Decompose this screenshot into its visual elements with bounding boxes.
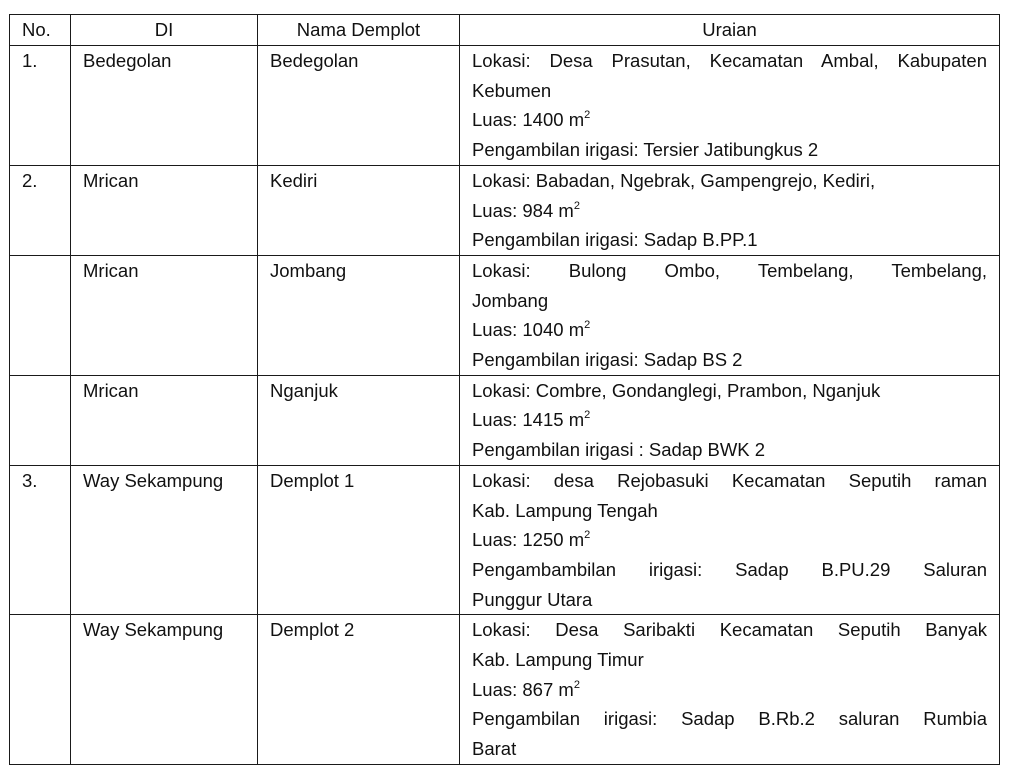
uraian-irigasi-cont: Punggur Utara	[472, 588, 593, 610]
luas-value: Luas: 1415 m	[472, 409, 585, 431]
cell-nama-demplot: Bedegolan	[258, 46, 460, 166]
uraian-luas	[472, 525, 987, 555]
luas-superscript: 2	[573, 199, 580, 212]
cell-nama-demplot: Jombang	[258, 255, 460, 375]
header-di: DI	[71, 15, 258, 46]
cell-uraian	[460, 375, 1000, 465]
table-row	[10, 465, 1000, 615]
uraian-lokasi-cont: Kab. Lampung Timur	[472, 649, 644, 671]
uraian-lokasi: Lokasi: Desa Saribakti Kecamatan Seputih Banyak	[472, 619, 987, 641]
uraian-irigasi: Pengambilan irigasi: Sadap BS 2	[472, 349, 743, 371]
table-row	[10, 255, 1000, 375]
header-no: No.	[10, 15, 71, 46]
uraian-lokasi: Lokasi: Combre, Gondanglegi, Prambon, Nganjuk	[472, 379, 881, 401]
uraian-irigasi: Pengambambilan irigasi: Sadap B.PU.29 Saluran	[472, 558, 987, 580]
uraian-luas	[472, 405, 987, 435]
luas-value: Luas: 984 m	[472, 199, 574, 221]
uraian-lokasi-cont: Kebumen	[472, 79, 552, 101]
cell-nama-demplot: Nganjuk	[258, 375, 460, 465]
cell-nama-demplot: Demplot 1	[258, 465, 460, 615]
table-row	[10, 615, 1000, 765]
cell-di: Way Sekampung	[71, 465, 258, 615]
luas-superscript: 2	[584, 529, 591, 542]
luas-superscript: 2	[573, 678, 580, 691]
luas-superscript: 2	[584, 409, 591, 422]
cell-no: 1.	[10, 46, 71, 166]
table-row	[10, 165, 1000, 255]
uraian-lokasi: Lokasi: Bulong Ombo, Tembelang, Tembelang,	[472, 259, 987, 281]
cell-di: Mrican	[71, 375, 258, 465]
uraian-irigasi: Pengambilan irigasi: Tersier Jatibungkus 2	[472, 139, 819, 161]
luas-value: Luas: 1400 m	[472, 109, 585, 131]
cell-uraian	[460, 165, 1000, 255]
uraian-luas	[472, 675, 987, 705]
cell-no	[10, 255, 71, 375]
header-uraian: Uraian	[460, 15, 1000, 46]
cell-uraian	[460, 255, 1000, 375]
cell-no: 3.	[10, 465, 71, 615]
uraian-irigasi: Pengambilan irigasi: Sadap B.Rb.2 saluran Rumbia	[472, 708, 987, 730]
header-nama-demplot: Nama Demplot	[258, 15, 460, 46]
luas-superscript: 2	[584, 109, 591, 122]
uraian-irigasi: Pengambilan irigasi : Sadap BWK 2	[472, 439, 766, 461]
cell-nama-demplot: Kediri	[258, 165, 460, 255]
uraian-lokasi-cont: Kab. Lampung Tengah	[472, 499, 658, 521]
table-row	[10, 46, 1000, 166]
luas-value: Luas: 1040 m	[472, 319, 585, 341]
cell-uraian	[460, 615, 1000, 765]
cell-di: Bedegolan	[71, 46, 258, 166]
uraian-luas	[472, 315, 987, 345]
luas-value: Luas: 1250 m	[472, 529, 585, 551]
luas-value: Luas: 867 m	[472, 678, 574, 700]
cell-di: Mrican	[71, 165, 258, 255]
table-row	[10, 375, 1000, 465]
cell-di: Way Sekampung	[71, 615, 258, 765]
uraian-lokasi-cont: Jombang	[472, 289, 549, 311]
cell-no	[10, 375, 71, 465]
uraian-irigasi: Pengambilan irigasi: Sadap B.PP.1	[472, 229, 758, 251]
cell-uraian	[460, 465, 1000, 615]
demplot-table	[9, 14, 1000, 765]
uraian-luas	[472, 105, 987, 135]
cell-di: Mrican	[71, 255, 258, 375]
cell-no: 2.	[10, 165, 71, 255]
uraian-lokasi: Lokasi: desa Rejobasuki Kecamatan Seputih raman	[472, 469, 987, 491]
cell-uraian	[460, 46, 1000, 166]
luas-superscript: 2	[584, 319, 591, 332]
cell-nama-demplot: Demplot 2	[258, 615, 460, 765]
uraian-irigasi-cont: Barat	[472, 738, 517, 760]
table-header-row	[10, 15, 1000, 46]
uraian-lokasi: Lokasi: Desa Prasutan, Kecamatan Ambal, Kabupaten	[472, 50, 987, 71]
uraian-luas	[472, 196, 987, 226]
cell-no	[10, 615, 71, 765]
uraian-lokasi: Lokasi: Babadan, Ngebrak, Gampengrejo, Kediri,	[472, 169, 876, 191]
